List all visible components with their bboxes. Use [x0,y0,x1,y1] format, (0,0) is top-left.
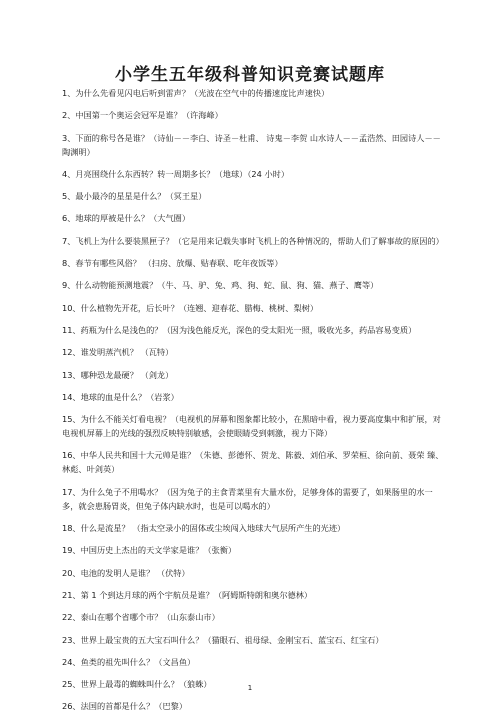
question-item: 10、什么植物先开花，后长叶？（连翘、迎春花、腊梅、桃树、梨树） [62,302,319,313]
question-item: 11、药瓶为什么是浅色的？（因为浅色能反光，深色的受太阳光一照，吸收光多，药品容易变质） [62,324,417,335]
question-list [62,86,446,722]
question-item: 25、世界上最毒的蜘蛛叫什么？（狼蛛） [62,679,212,690]
question-item: 8、春节有哪些风俗？ （扫房、放爆、贴春联、吃年夜饭等） [62,258,283,269]
question-item: 22、泰山在哪个省哪个市？（山东泰山市） [62,612,220,623]
question-item: 16、中华人民共和国十大元帅是谁？（朱德、彭德怀、贺龙、陈毅、刘伯承、罗荣桓、徐向前、聂荣 臻、林彪、叶剑英） [62,450,444,475]
question-item: 12、谁发明蒸汽机？ （瓦特） [62,347,174,358]
question-item: 23、世界上最宝贵的五大宝石叫什么？（猫眼石、祖母绿、金刚宝石、蓝宝石、红宝石） [62,634,384,645]
question-item: 1、为什么先看见闪电后听到雷声？（光波在空气中的传播速度比声速快） [62,88,330,98]
question-item: 20、电池的发明人是谁？ （伏特） [62,567,190,578]
question-item: 13、哪种恐龙最硬？ （剑龙） [62,369,174,380]
question-item: 24、鱼类的祖先叫什么？（文昌鱼） [62,656,196,667]
question-item: 26、法国的首都是什么？（巴黎） [62,701,188,712]
question-item: 4、月亮围绕什么东西转？转一周期多长？（地球）（24 小时） [62,168,290,179]
question-item: 5、最小最冷的星星是什么？（冥王星） [62,191,207,202]
question-item: 21、第 1 个到达月球的两个宇航员是谁？（阿姆斯特朗和奥尔德林） [62,589,313,600]
question-item: 18、什么是流星？ （指太空录小的固体或尘埃闯入地球大气层所产生的光迹） [62,523,346,534]
question-item: 7、飞机上为什么要装黑匣子？（它是用来记载失事时飞机上的各种情况的，帮助人们了解事故的原因的） [62,235,444,246]
question-item: 6、地球的厚被是什么？（大气圈） [62,213,191,224]
question-item: 3、下面的称号各是谁？（诗仙－－李白、诗圣－杜甫、 诗鬼－李贺 山水诗人－－孟浩然、田园诗人－－陶渊明） [62,132,441,157]
question-item: 15、为什么不能关灯看电视？（电视机的屏幕和图象都比较小，在黑暗中看，视力要高度集中和扩展，对电视机屏幕上的光线的强烈反映特别敏感，会使眼睛受到刺激，视力下降） [62,414,441,439]
question-item: 2、中国第一个奥运会冠军是谁？（许海峰） [62,110,223,121]
page-title: 小学生五年级科普知识竞赛试题库 [115,65,385,85]
page-number: 1 [247,684,253,692]
question-item: 19、中国历史上杰出的天文学家是谁？（张衡） [62,545,237,556]
question-item: 14、地球的血是什么？（岩浆） [62,391,179,402]
question-item: 17、为什么兔子不用喝水？（因为兔子的主食青菜里有大量水份，足够身体的需要了，如果肠里的水一多，就会患肠胃炎，但兔子体内缺水时，也是可以喝水的） [62,486,433,511]
question-item: 9、什么动物能预测地震？（牛、马、驴、兔、鸡、狗、蛇、鼠、狗、猫、燕子、鹰等） [62,280,379,291]
